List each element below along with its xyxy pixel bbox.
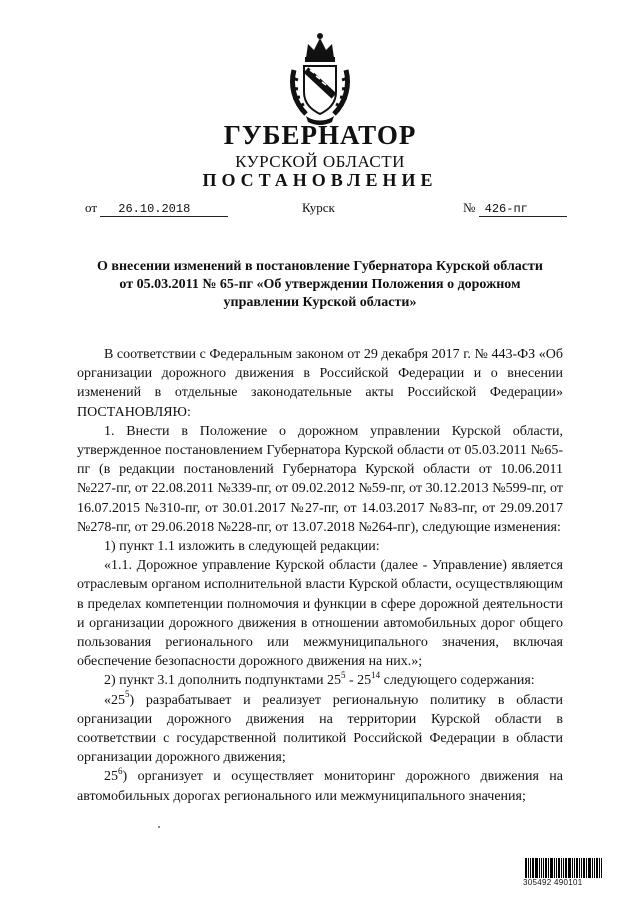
- barcode-bar: [558, 858, 560, 878]
- decree-title-line: управлении Курской области»: [223, 295, 417, 310]
- barcode-bar: [535, 858, 538, 878]
- date-value: 26.10.2018: [100, 202, 228, 217]
- date-field: [85, 200, 228, 217]
- paragraph: [77, 671, 563, 690]
- barcode-bar: [574, 858, 575, 878]
- barcode-bar: [596, 858, 598, 878]
- paragraph-text: ) организует и осуществляет мониторинг дорожного движения на автомобильных дорогах регионального или межмуниципального значения;: [77, 769, 563, 804]
- paragraph: 1. Внести в Положение о дорожном управлении Курской области, утвержденное постановлением Губернатора Курской области от 05.03.2011 №65-пг (в редакции постановлений Губернатора Курской области от 10.06.2011 №227-пг, от 22.08.2011 №339-пг, от 09.02.2012 №59-пг, от 30.12.2013 №599-пг, от 16.07.2015 №310-пг, от 30.01.2017 №27-пг, от 14.03.2017 №83-пг, от 29.09.2017 №278-пг, от 29.06.2018 №228-пг, от 13.07.2018 №264-пг), следующие изменения:: [77, 423, 563, 535]
- paragraph: «1.1. Дорожное управление Курской области (далее - Управление) является отраслевым органом исполнительной власти Курской области, осуществляющим в пределах компетенции полномочия и функции в сфере дорожной деятельности и организации дорожного движения в отношении автомобильных дорог общего пользования регионального или межмуниципального значения, включая обеспечение безопасности дорожного движения на них.»;: [77, 558, 563, 670]
- paragraph-text: - 25: [345, 673, 372, 689]
- number-field: [463, 200, 567, 217]
- coat-of-arms-icon: [288, 30, 352, 130]
- barcode-bar: [543, 858, 544, 878]
- barcode-bar: [568, 858, 571, 878]
- barcode-bar: [528, 858, 529, 878]
- superscript: 6: [118, 765, 123, 776]
- barcode-bar: [545, 858, 547, 878]
- number-value: 426-пг: [479, 202, 567, 217]
- paragraph: В соответствии с Федеральным законом от 29 декабря 2017 г. № 443-ФЗ «Об организации дорожного движения в Российской Федерации и о внесении изменений в отдельные законодательные акты Российской Федерации» ПОСТАНОВЛЯЮ:: [77, 347, 563, 420]
- superscript: 5: [340, 669, 346, 680]
- barcode-bar: [530, 858, 531, 878]
- barcode-bar: [588, 858, 591, 878]
- barcode-bar: [565, 858, 567, 878]
- barcode-bar: [563, 858, 564, 878]
- barcode-bar: [583, 858, 585, 878]
- barcode-bar: [579, 858, 580, 878]
- paragraph: [77, 691, 563, 768]
- decree-title: [70, 258, 570, 312]
- date-prefix: от: [85, 200, 98, 215]
- barcode-bar: [572, 858, 573, 878]
- decree-title-line: О внесении изменений в постановление Губернатора Курской области: [97, 259, 543, 274]
- paragraph: [77, 767, 563, 805]
- paragraph-text: 2) пункт 3.1 дополнить подпунктами 25: [104, 673, 341, 689]
- paragraph-text: 25: [104, 769, 118, 785]
- barcode-bar: [548, 858, 549, 878]
- paragraph-text: «25: [104, 692, 125, 708]
- barcode-bar: [525, 858, 527, 878]
- barcode-bar: [550, 858, 553, 878]
- paragraph: 1) пункт 1.1 изложить в следующей редакции:: [104, 539, 380, 555]
- barcode-bar: [576, 858, 578, 878]
- paragraph-text: следующего содержания:: [380, 673, 535, 689]
- barcode-number: 305492 490101: [523, 878, 583, 887]
- number-prefix: №: [463, 200, 476, 215]
- barcode-bar: [554, 858, 555, 878]
- header-subtitle: КУРСКОЙ ОБЛАСТИ: [235, 152, 405, 171]
- scan-speck: [158, 826, 160, 828]
- superscript: 5: [125, 689, 130, 699]
- barcode-bar: [541, 858, 542, 878]
- barcode: [525, 852, 617, 878]
- barcode-bar: [556, 858, 557, 878]
- barcode-bar: [592, 858, 593, 878]
- barcode-bar: [532, 858, 534, 878]
- document-type: ПОСТАНОВЛЕНИЕ: [202, 170, 438, 190]
- barcode-bar: [539, 858, 540, 878]
- header-title: ГУБЕРНАТОР: [223, 120, 417, 150]
- barcode-bar: [594, 858, 595, 878]
- city-label: Курск: [302, 200, 335, 215]
- barcode-bar: [586, 858, 587, 878]
- barcode-bar: [599, 858, 600, 878]
- superscript: 14: [371, 669, 381, 680]
- barcode-bar: [581, 858, 582, 878]
- barcode-bar: [601, 858, 602, 878]
- paragraph-text: ) разрабатывает и реализует региональную политику в области организации дорожного движения на территории Курской области в соответствии с государственной политикой Российской Федерации в области организации дорожного движения;: [77, 692, 563, 766]
- document-body: [77, 345, 563, 806]
- decree-title-line: от 05.03.2011 № 65-пг «Об утверждении Положения о дорожном: [119, 277, 521, 292]
- barcode-bar: [561, 858, 562, 878]
